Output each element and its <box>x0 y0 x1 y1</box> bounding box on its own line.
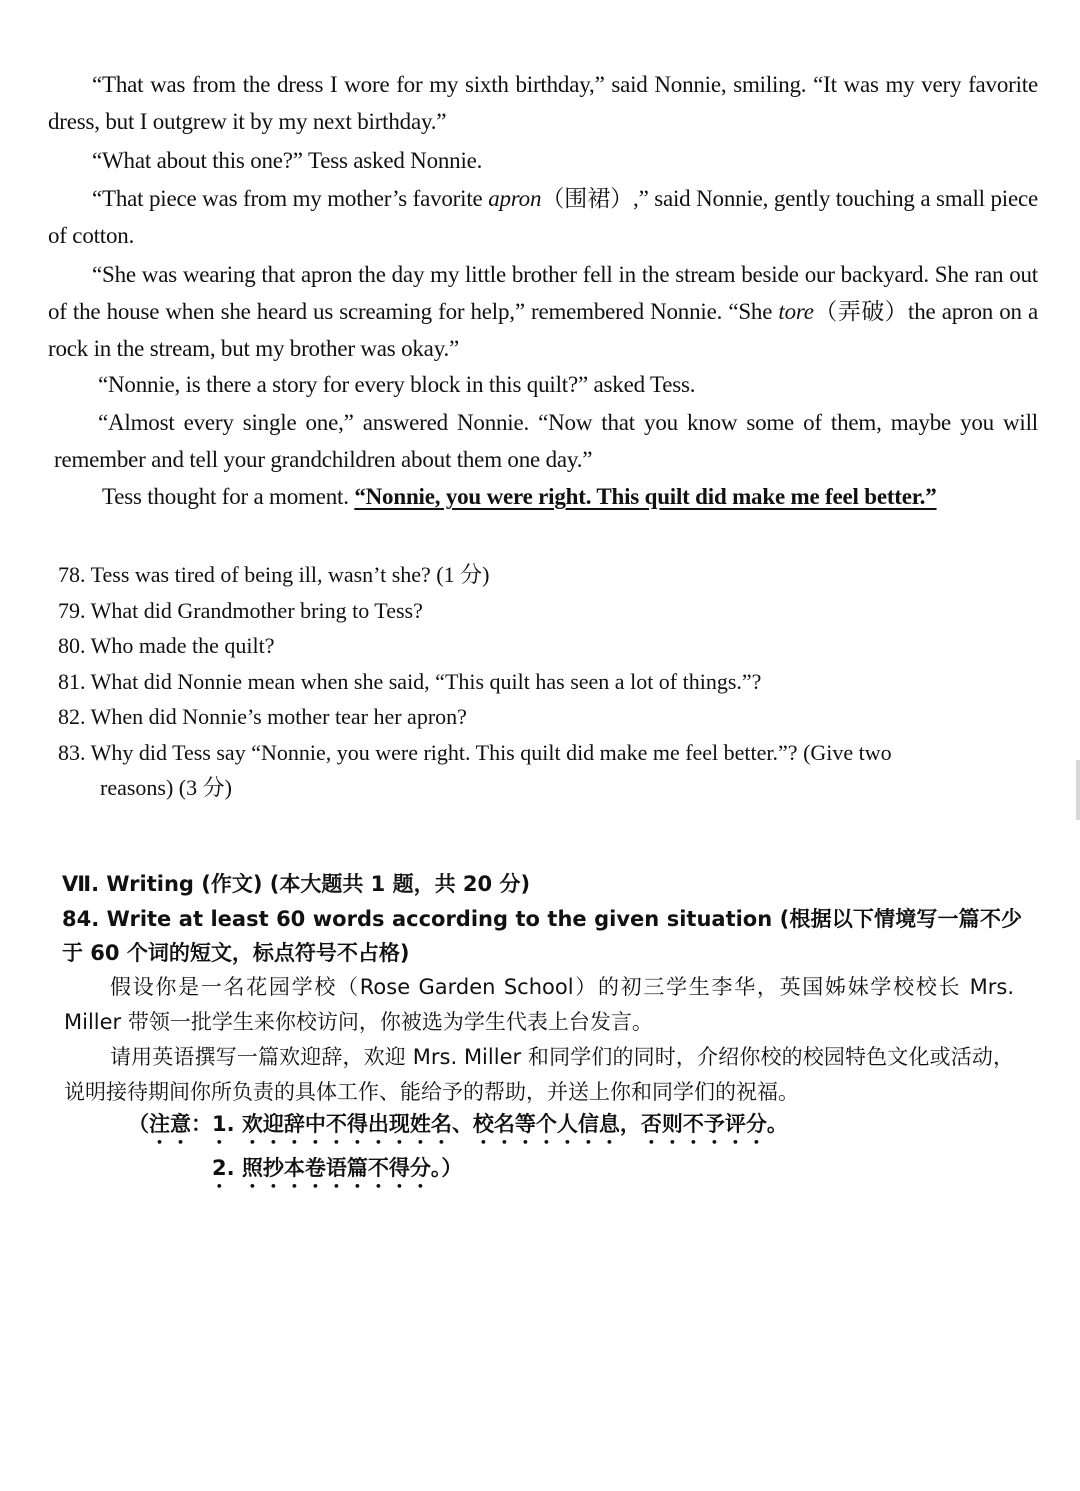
question-83-text: 83. Why did Tess say “Nonnie, you were right. This quilt did make me feel better.”? (Give two <box>58 739 892 765</box>
writing-note-2 <box>212 1150 912 1193</box>
question-83-continuation: reasons) (3 分) <box>100 775 232 800</box>
question-list <box>58 557 1038 806</box>
apron-text-after: （围裙）,” said Nonnie, gently touching a small piece of cotton. <box>48 186 1038 248</box>
story-paragraph-conclusion <box>102 478 1038 515</box>
story-paragraph-almost-every: “Almost every single one,” answered Nonnie. “Now that you know some of them, maybe you will remember and tell your grandchildren about them one day.” <box>54 410 1038 472</box>
apron-word: apron <box>488 186 542 211</box>
question-80: 80. Who made the quilt? <box>58 633 275 658</box>
writing-task-prompt: 84. Write at least 60 words according to the given situation (根据以下情境写一篇不少于 60 个词的短文，标点符号不占格) <box>62 907 1022 965</box>
apron-text-before: “That piece was from my mother’s favorite <box>92 186 489 211</box>
question-83 <box>58 735 1038 806</box>
scan-edge-mark <box>1076 760 1080 820</box>
story-paragraph-apron <box>48 180 1038 254</box>
writing-note-1 <box>128 1106 1028 1149</box>
writing-section-heading: Ⅶ. Writing (作文) (本大题共 1 题，共 20 分) <box>62 872 531 896</box>
writing-requirement-paragraph: 请用英语撰写一篇欢迎辞，欢迎 Mrs. Miller 和同学们的同时，介绍你校的校园特色文化或活动，说明接待期间你所负责的具体工作、能给予的帮助，并送上你和同学们的祝福。 <box>64 1045 1014 1104</box>
question-79: 79. What did Grandmother bring to Tess? <box>58 597 423 623</box>
underlined-quote: “Nonnie, you were right. This quilt did make me feel better.” <box>354 484 937 509</box>
question-78: 78. Tess was tired of being ill, wasn’t she? (1 分) <box>58 562 490 587</box>
stream-text-before: “She was wearing that apron the day my little brother fell in the stream beside our backyard. She ran out of the house when she heard us screaming for help,” remembered Nonnie. “She <box>48 262 1038 324</box>
note-1-text: （注意：1. 欢迎辞中不得出现姓名、校名等个人信息，否则不予评分。 <box>128 1112 788 1136</box>
conclusion-text: Tess thought for a moment. <box>102 484 355 509</box>
note-2-text: 2. 照抄本卷语篇不得分。） <box>212 1156 463 1180</box>
stream-text-after: （弄破）the apron on a rock in the stream, but my brother was okay.” <box>48 299 1038 361</box>
writing-situation-paragraph: 假设你是一名花园学校（Rose Garden School）的初三学生李华，英国姊妹学校校长 Mrs. Miller 带领一批学生来你校访问，你被选为学生代表上台发言。 <box>64 975 1014 1034</box>
question-82: 82. When did Nonnie’s mother tear her apron? <box>58 704 467 729</box>
question-81: 81. What did Nonnie mean when she said, “This quilt has seen a lot of things.”? <box>58 668 762 694</box>
story-paragraph-what-about: “What about this one?” Tess asked Nonnie. <box>92 148 483 173</box>
story-paragraph-stream <box>48 256 1038 367</box>
story-paragraph-birthday-dress: “That was from the dress I wore for my sixth birthday,” said Nonnie, smiling. “It was my very favorite dress, but I outgrew it by my next birthday.” <box>48 72 1038 134</box>
tore-word: tore <box>778 299 814 324</box>
story-paragraph-every-block: “Nonnie, is there a story for every block in this quilt?” asked Tess. <box>98 372 696 397</box>
